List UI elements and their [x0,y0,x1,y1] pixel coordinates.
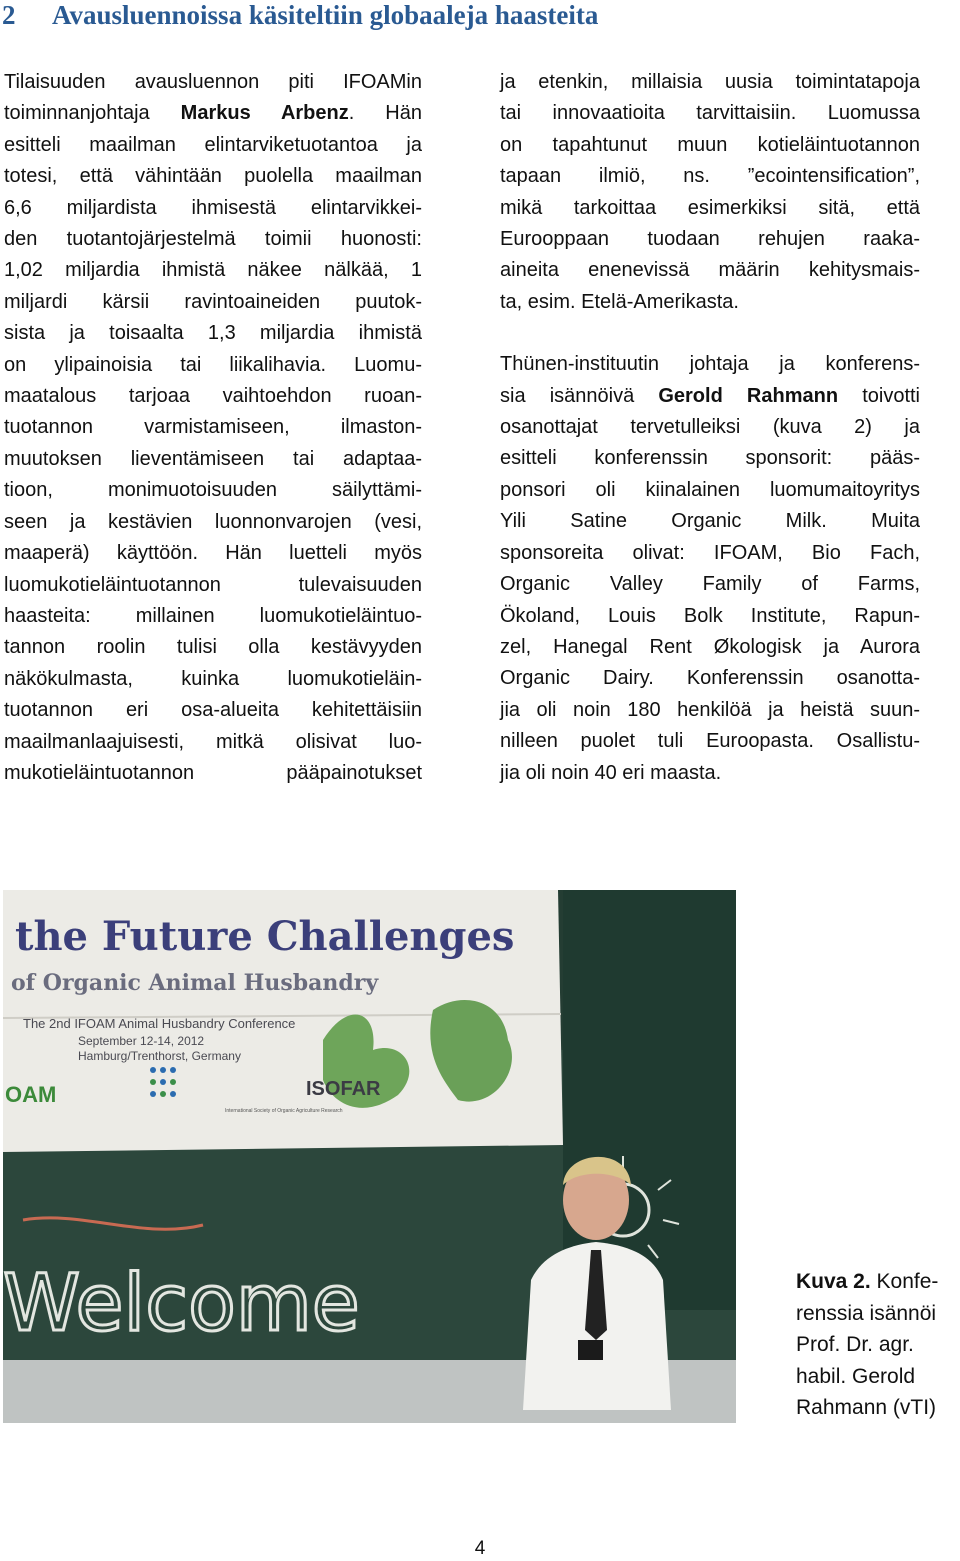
text-span: . Hän [348,102,422,125]
chalk-welcome: Welcome [3,1259,360,1349]
conference-dates: September 12-14, 2012 [78,1034,205,1048]
conference-location: Hamburg/Trenthorst, Germany [78,1049,241,1063]
text-line: esitteli konferenssin sponsorit: pääs- [500,447,920,470]
text-span: sia isännöivä [500,384,659,407]
paragraph [500,349,920,789]
text-line: sponsoreita olivat: IFOAM, Bio Fach, [500,541,920,564]
text-line [500,381,920,412]
text-line: Tilaisuuden avausluennon piti IFOAMin [4,71,422,93]
figure-caption [796,1266,960,1424]
text-span: toiminnanjohtaja [4,102,181,125]
text-span: toivotti [838,384,920,407]
text-line: haasteita: millainen luomukotieläintuo- [4,604,422,627]
text-line: on ylipainoisia tai liikalihavia. Luomu- [4,353,422,376]
caption-text: Rahmann (vTI) [796,1396,937,1419]
caption-text: renssia isännöi [796,1301,937,1325]
text-line: tai innovaatioita tarvittaisiin. Luomussa [500,102,920,125]
text-line: luomukotieläintuotannon tulevaisuuden [4,573,422,596]
photo-illustration [3,890,736,1423]
person-name: Gerold Rahmann [658,384,839,407]
text-line: 6,6 miljardista ihmisestä elintarvikkei- [4,196,422,219]
text-line: tioon, monimuotoisuuden säilyttämi- [4,479,422,502]
paragraph [500,67,920,318]
text-line: mikä tarkoittaa esimerkiksi sitä, että [500,196,920,219]
text-line: aineita enenevissä määrin kehitysmais- [500,259,920,282]
text-line: ja etenkin, millaisia uusia toimintatapoja [500,71,920,93]
conference-photo [3,890,736,1423]
caption-text: Prof. Dr. agr. [796,1333,914,1356]
text-line: näkökulmasta, kuinka luomukotieläin- [4,667,422,690]
text-line: jia oli noin 180 henkilöä ja heistä suun- [500,698,920,721]
text-line: ponsori oli kiinalainen luomumaitoyritys [500,478,920,501]
text-line: maatalous tarjoaa vaihtoehdon ruoan- [4,385,422,408]
caption-text: Konfe- [870,1270,939,1293]
isofar-subtitle: International Society of Organic Agriculture Research [225,1108,343,1114]
text-line: Organic Valley Family of Farms, [500,573,920,596]
banner-title: the Future Challenges [15,913,515,960]
text-line: den tuotantojärjestelmä toimii huonosti: [4,228,422,251]
text-line: tannon roolin tulisi olla kestävyyden [4,636,422,659]
conference-name: The 2nd IFOAM Animal Husbandry Conference [23,1016,296,1031]
text-line: totesi, että vähintään puolella maailman [4,165,422,188]
text-line: sista ja toisaalta 1,3 miljardia ihmistä [4,322,422,345]
banner-subtitle: of Organic Animal Husbandry [11,970,379,996]
text-line: tapaan ilmiö, ns. ”ecointensification”, [500,165,920,188]
text-line: osanottajat tervetulleiksi (kuva 2) ja [500,416,920,439]
text-line: Yili Satine Organic Milk. Muita [500,510,920,533]
text-line: Organic Dairy. Konferenssin osanotta- [500,667,920,690]
text-line: Ökoland, Louis Bolk Institute, Rapun- [500,604,920,627]
text-line: on tapahtunut muun kotieläintuotannon [500,133,920,156]
text-line [4,98,422,129]
caption-label: Kuva 2. [796,1270,871,1293]
ifoam-logo: OAM [5,1082,57,1107]
dots-logo [150,1067,176,1097]
text-line: zel, Hanegal Rent Økologisk ja Aurora [500,635,920,658]
caption-text: habil. Gerold [796,1364,916,1388]
text-line: maailmanlaajuisesti, mitkä olisivat luo- [4,730,422,753]
left-column [4,67,422,789]
isofar-logo: ISOFAR [306,1078,381,1100]
text-line: nilleen puolet tuli Euroopasta. Osallistu- [500,730,920,753]
text-line: muutoksen lieventämiseen tai adaptaa- [4,447,422,470]
section-title: Avausluennoissa käsiteltiin globaaleja haasteita [52,0,599,30]
section-number: 2 [2,0,16,30]
right-column [500,67,920,789]
section-heading [0,0,960,34]
text-line: seen ja kestävien luonnonvarojen (vesi, [4,510,422,533]
text-line: tuotannon varmistamiseen, ilmaston- [4,416,422,439]
text-line: miljardi kärsii ravintoaineiden puutok- [4,290,422,313]
person-name: Markus Arbenz [180,102,349,125]
text-line: esitteli maailman elintarviketuotantoa ja [4,133,422,156]
text-line: jia oli noin 40 eri maasta. [500,761,722,784]
text-line: Thünen-instituutin johtaja ja konferens- [500,353,920,376]
text-line: maaperä) käyttöön. Hän luetteli myös [4,542,422,565]
text-line: ta, esim. Etelä-Amerikasta. [500,290,739,313]
text-line: Eurooppaan tuodaan rehujen raaka- [500,228,920,251]
page-number: 4 [474,1538,486,1559]
text-line: 1,02 miljardia ihmistä näkee nälkää, 1 [4,259,422,282]
text-line: mukotieläintuotannon pääpainotukset [4,761,422,784]
text-line: tuotannon eri osa-alueita kehitettäisiin [4,699,422,722]
